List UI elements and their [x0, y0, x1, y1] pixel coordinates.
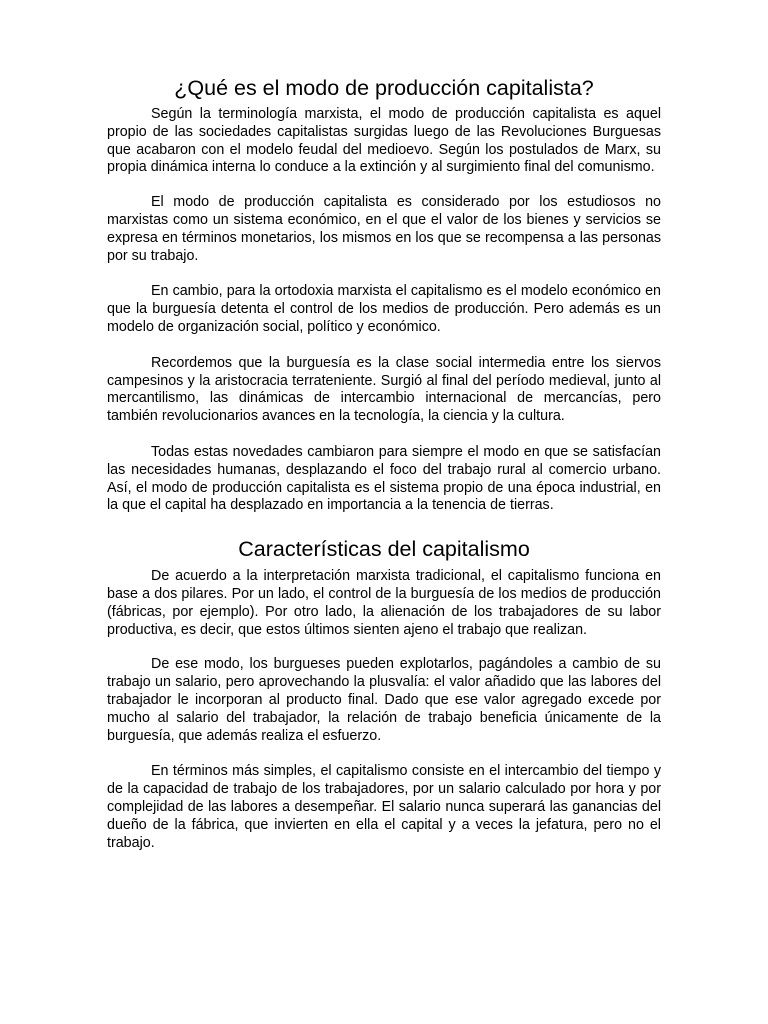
paragraph: De acuerdo a la interpretación marxista tradicional, el capitalismo funciona en base a dos pilares. Por un lado, el control de la burguesía de los medios de producción (fábricas, por ejemplo). Por otro lado, la alienación de los trabajadores de su labor productiva, es decir, que estos últimos sienten ajeno el trabajo que realizan. [107, 568, 661, 638]
section-heading-caracteristicas: Características del capitalismo [238, 537, 530, 562]
paragraph: De ese modo, los burgueses pueden explotarlos, pagándoles a cambio de su trabajo un salario, pero aprovechando la plusvalía: el valor añadido que las labores del trabajador le incorporan al producto final. Dado que ese valor agregado excede por mucho al salario del trabajador, la relación de trabajo beneficia únicamente de la burguesía, que además realiza el esfuerzo. [107, 656, 661, 744]
paragraph: En cambio, para la ortodoxia marxista el capitalismo es el modelo económico en que la burguesía detenta el control de los medios de producción. Pero además es un modelo de organización social, político y económico. [107, 283, 661, 335]
paragraph: Todas estas novedades cambiaron para siempre el modo en que se satisfacían las necesidades humanas, desplazando el foco del trabajo rural al comercio urbano. Así, el modo de producción capitalista es el sistema propio de una época industrial, en la que el capital ha desplazado en importancia a la tenencia de tierras. [107, 443, 661, 514]
paragraph: En términos más simples, el capitalismo consiste en el intercambio del tiempo y de la capacidad de trabajo de los trabajadores, por un salario calculado por hora y por complejidad de las labores a desempeñar. El salario nunca superará las ganancias del dueño de la fábrica, que invierten en ella el capital y a veces la jefatura, pero no el trabajo. [107, 763, 661, 851]
section-heading-modo-produccion: ¿Qué es el modo de producción capitalista? [174, 76, 594, 100]
paragraph: Según la terminología marxista, el modo de producción capitalista es aquel propio de las sociedades capitalistas surgidas luego de las Revoluciones Burguesas que acabaron con el modelo feudal del medioevo. Según los postulados de Marx, su propia dinámica interna lo conduce a la extinción y al surgimiento final del comunismo. [107, 106, 661, 176]
document-body [107, 74, 661, 870]
paragraph: El modo de producción capitalista es considerado por los estudiosos no marxistas como un sistema económico, en el que el valor de los bienes y servicios se expresa en términos monetarios, los mismos en los que se recompensa a las personas por su trabajo. [107, 194, 661, 264]
paragraph: Recordemos que la burguesía es la clase social intermedia entre los siervos campesinos y la aristocracia terrateniente. Surgió al final del período medieval, junto al mercantilismo, las dinámicas de intercambio internacional de mercancías, pero también revolucionarios avances en la tecnología, la ciencia y la cultura. [107, 354, 661, 425]
